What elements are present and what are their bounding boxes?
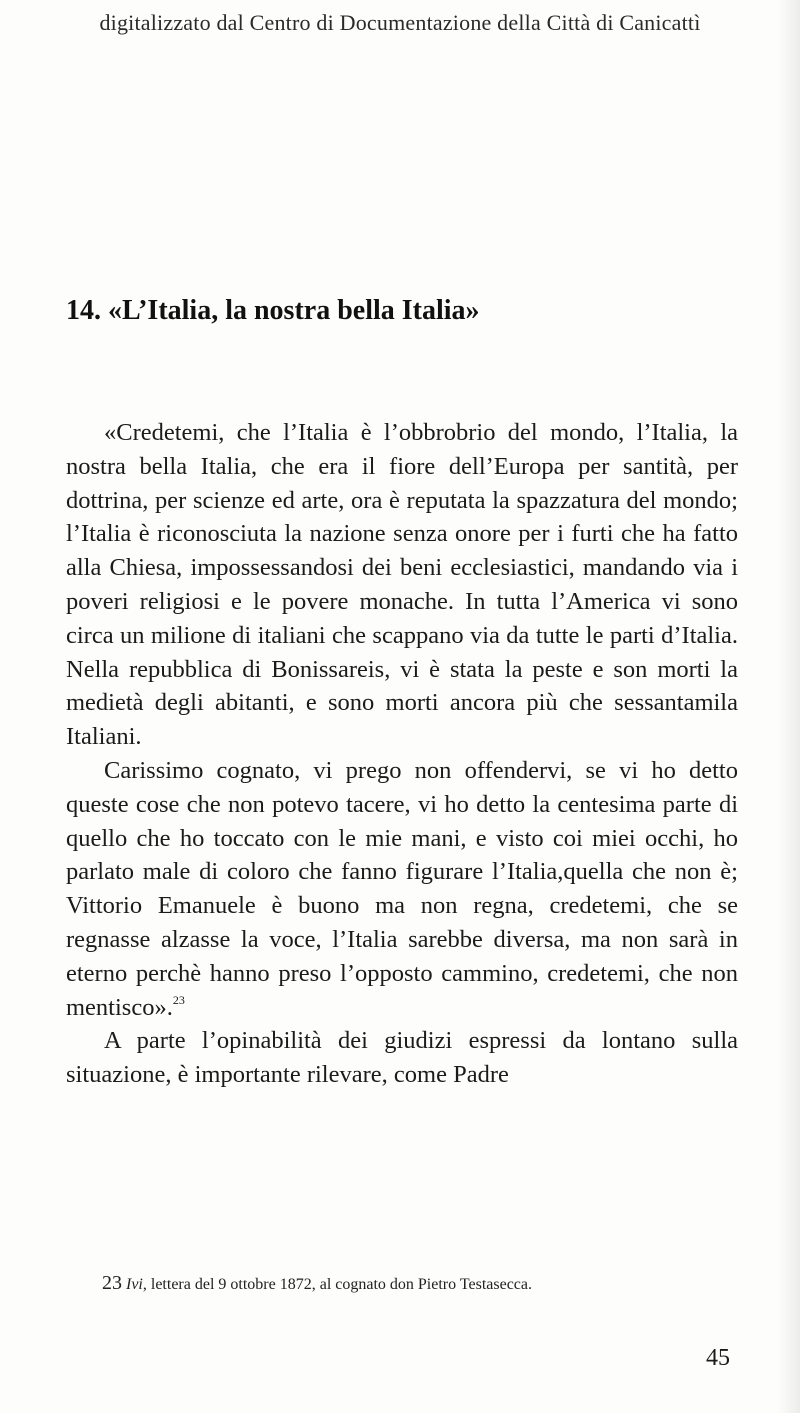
paragraph-text: A parte l’opinabilità dei giudizi espressi da lontano sulla situazione, è importante rilevare, come Padre — [66, 1027, 738, 1089]
footnote-text: , lettera del 9 ottobre 1872, al cognato don Pietro Testasecca. — [142, 1276, 532, 1293]
footnote-source: Ivi — [126, 1276, 143, 1293]
footnote-reference[interactable]: 23 — [172, 992, 185, 1007]
scan-edge-shadow — [778, 0, 800, 1413]
paragraph-letter-quote — [66, 416, 738, 754]
paragraph-commentary — [66, 1024, 738, 1092]
digitization-credit-header: digitalizzato dal Centro di Documentazione della Città di Canicattì — [99, 10, 701, 35]
body-text — [66, 416, 738, 1092]
paragraph-letter-quote-continued — [66, 754, 738, 1024]
footnote-number: 23 — [102, 1272, 122, 1294]
page-number: 45 — [706, 1345, 730, 1371]
paragraph-text: «Credetemi, che l’Italia è l’obbrobrio del mondo, l’Italia, la nostra bella Italia, che era il fiore dell’Europa per santità, per dottrina, per scienze ed arte, ora è reputata la spazzatura del mondo; l’Italia è riconosciuta la nazione senza onore per i furti che ha fatto alla Chiesa, impossessandosi dei beni ecclesiastici, mandando via i poveri religiosi e le povere monache. In tutta l’America vi sono circa un milione di italiani che scappano via da tutte le parti d’Italia. Nella repubblica di Bonissareis, vi è stata la peste e son morti la medietà degli abitanti, e sono morti ancora più che sessantamila Italiani. — [66, 419, 738, 751]
paragraph-text: Carissimo cognato, vi prego non offendervi, se vi ho detto queste cose che non potevo tacere, vi ho detto la centesima parte di quello che ho toccato con le mie mani, e visto coi miei occhi, ho parlato male di coloro che fanno figurare l’Italia,quella che non è; Vittorio Emanuele è buono ma non regna, credetemi, che se regnasse alzasse la voce, l’Italia sarebbe diversa, ma non sarà in eterno perchè hanno preso l’opposto cammino, credetemi, che non mentisco». — [66, 756, 738, 1021]
footnote — [102, 1272, 532, 1295]
chapter-title: 14. «L’Italia, la nostra bella Italia» — [66, 295, 480, 327]
